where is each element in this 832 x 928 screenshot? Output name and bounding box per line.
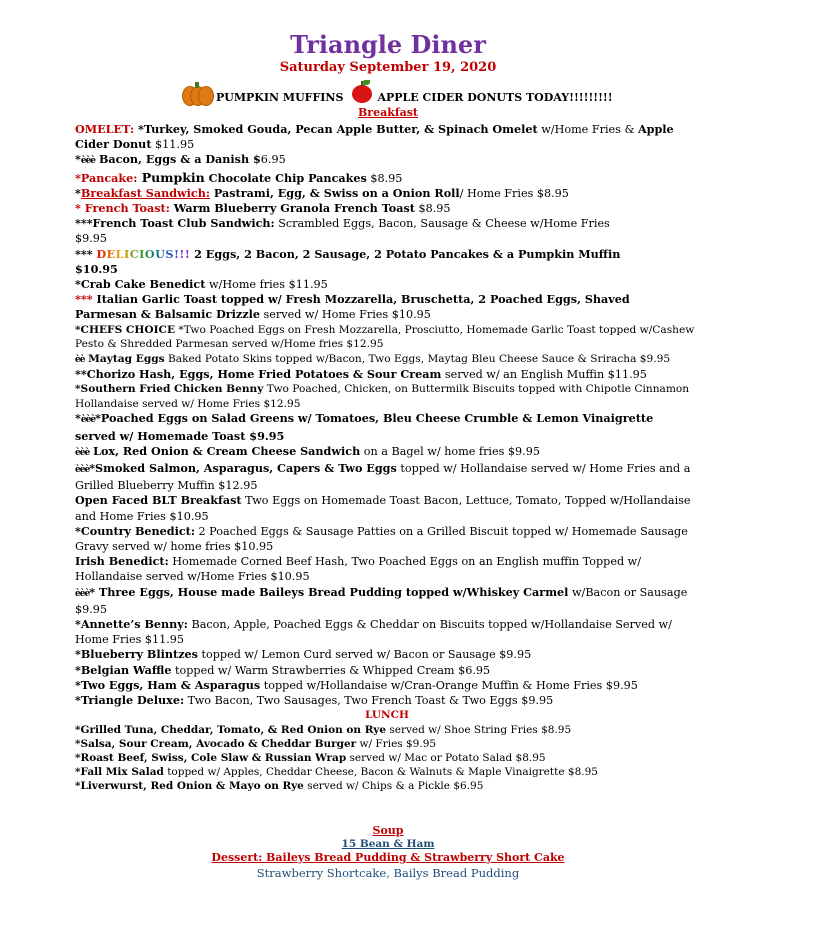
- breakfast-heading: Breakfast: [358, 106, 418, 119]
- apple-icon: [351, 80, 373, 104]
- menu-item-salad-eggs: *èèè*Poached Eggs on Salad Greens w/ Tomatoes, Bleu Cheese Crumble & Lemon Vinaigrette served w/ Homemade Toast $9.95: [75, 411, 654, 443]
- lunch-item-liverwurst: *Liverwurst, Red Onion & Mayo on Rye served w/ Chips & a Pickle $6.95: [75, 780, 484, 793]
- menu-item-bacon-danish: *èèè Bacon, Eggs & a Danish $6.95: [75, 152, 286, 167]
- soup-item: 15 Bean & Ham: [341, 838, 435, 850]
- menu-item-chefs-choice: *CHEFS CHOICE *Two Poached Eggs on Fresh Mozzarella, Prosciutto, Homemade Garlic Toast topped w/Cashew Pesto & Shredded Parmesan served w/Home fries $12.95: [75, 323, 695, 351]
- menu-item-lox: èèè Lox, Red Onion & Cream Cheese Sandwich on a Bagel w/ home fries $9.95: [75, 443, 540, 458]
- menu-item-waffle: *Belgian Waffle topped w/ Warm Strawberries & Whipped Cream $6.95: [75, 662, 491, 677]
- menu-item-deluxe: *Triangle Deluxe: Two Bacon, Two Sausages, Two French Toast & Two Eggs $9.95: [75, 693, 554, 707]
- lunch-heading: LUNCH: [365, 709, 409, 722]
- menu-item-chorizo: **Chorizo Hash, Eggs, Home Fried Potatoes & Sour Cream served w/ an English Muffin $11.95: [75, 367, 647, 382]
- menu-item-irish: Irish Benedict: Homemade Corned Beef Hash, Two Poached Eggs on an English muffin Topped w/ Hollandaise served w/Home Fries $10.95: [75, 554, 642, 584]
- menu-item-country: *Country Benedict: 2 Poached Eggs & Sausage Patties on a Grilled Biscuit topped w/ Homemade Sausage Gravy served w/ home fries $10.95: [75, 523, 688, 553]
- page-title: Triangle Diner: [290, 30, 486, 59]
- specials-right: APPLE CIDER DONUTS TODAY!!!!!!!!!: [377, 91, 613, 104]
- pumpkin-icon: [180, 82, 214, 104]
- menu-item-delicious: *** DELICIOUS!!! 2 Eggs, 2 Bacon, 2 Sausage, 2 Potato Pancakes & a Pumpkin Muffin $10.95: [75, 246, 621, 276]
- menu-item-annette: *Annette’s Benny: Bacon, Apple, Poached Eggs & Cheddar on Biscuits topped w/Hollandaise Served w/ Home Fries $11.95: [75, 616, 672, 647]
- menu-item-maytag: èè Maytag Eggs Baked Potato Skins topped w/Bacon, Two Eggs, Maytag Bleu Cheese Sauce & Sriracha $9.95: [75, 352, 671, 365]
- menu-date: Saturday September 19, 2020: [279, 60, 497, 75]
- menu-item-two-eggs: *Two Eggs, Ham & Asparagus topped w/Hollandaise w/Cran-Orange Muffin & Home Fries $9.95: [75, 677, 638, 692]
- menu-item-italian: *** Italian Garlic Toast topped w/ Fresh Mozzarella, Bruschetta, 2 Poached Eggs, Shaved Parmesan & Balsamic Drizzle served w/ Home Fries $10.95: [75, 292, 630, 322]
- menu-item-southern: *Southern Fried Chicken Benny Two Poached, Chicken, on Buttermilk Biscuits topped with Chipotle Cinnamon Hollandaise served w/ Home Fries $12.95: [75, 383, 690, 410]
- menu-item-breakfast-sandwich: *Breakfast Sandwich: Pastrami, Egg, & Swiss on a Onion Roll/ Home Fries $8.95: [75, 185, 569, 200]
- menu-item-pancake: *Pancake: Pumpkin Chocolate Chip Pancakes $8.95: [75, 169, 403, 185]
- soup-heading: Soup: [372, 824, 404, 837]
- dessert-heading: Dessert: Baileys Bread Pudding & Strawberry Short Cake: [211, 851, 565, 864]
- lunch-item-burger: *Salsa, Sour Cream, Avocado & Cheddar Burger w/ Fries $9.95: [75, 738, 437, 751]
- specials-left: PUMPKIN MUFFINS: [216, 91, 344, 104]
- menu-item-crab: *Crab Cake Benedict w/Home fries $11.95: [75, 277, 328, 292]
- menu-item-baileys: èèè* Three Eggs, House made Baileys Bread Pudding topped w/Whiskey Carmel w/Bacon or Sausage $9.95: [75, 584, 688, 616]
- menu-item-omelet: OMELET: *Turkey, Smoked Gouda, Pecan Apple Butter, & Spinach Omelet w/Home Fries & Apple Cider Donut $11.95: [75, 122, 674, 152]
- lunch-item-tuna: *Grilled Tuna, Cheddar, Tomato, & Red Onion on Rye served w/ Shoe String Fries $8.95: [75, 724, 572, 737]
- menu-item-blintzes: *Blueberry Blintzes topped w/ Lemon Curd served w/ Bacon or Sausage $9.95: [75, 647, 532, 662]
- menu-item-blt: Open Faced BLT Breakfast Two Eggs on Homemade Toast Bacon, Lettuce, Tomato, Topped w/Hollandaise and Home Fries $10.95: [75, 493, 691, 523]
- lunch-item-roast-beef: *Roast Beef, Swiss, Cole Slaw & Russian Wrap served w/ Mac or Potato Salad $8.95: [75, 752, 546, 765]
- lunch-item-fall-salad: *Fall Mix Salad topped w/ Apples, Cheddar Cheese, Bacon & Walnuts & Maple Vinaigrette $8.95: [75, 766, 598, 779]
- specials-line: [180, 78, 613, 104]
- menu-item-french-toast: * French Toast: Warm Blueberry Granola French Toast $8.95: [75, 201, 451, 216]
- dessert-items: Strawberry Shortcake, Bailys Bread Pudding: [256, 866, 520, 880]
- menu-items: [75, 122, 695, 793]
- menu-item-club: ***French Toast Club Sandwich: Scrambled Eggs, Bacon, Sausage & Cheese w/Home Fries $9.95: [75, 216, 610, 246]
- menu-item-smoked-salmon: èèè*Smoked Salmon, Asparagus, Capers & Two Eggs topped w/ Hollandaise served w/ Home Fries and a Grilled Blueberry Muffin $12.95: [75, 460, 691, 493]
